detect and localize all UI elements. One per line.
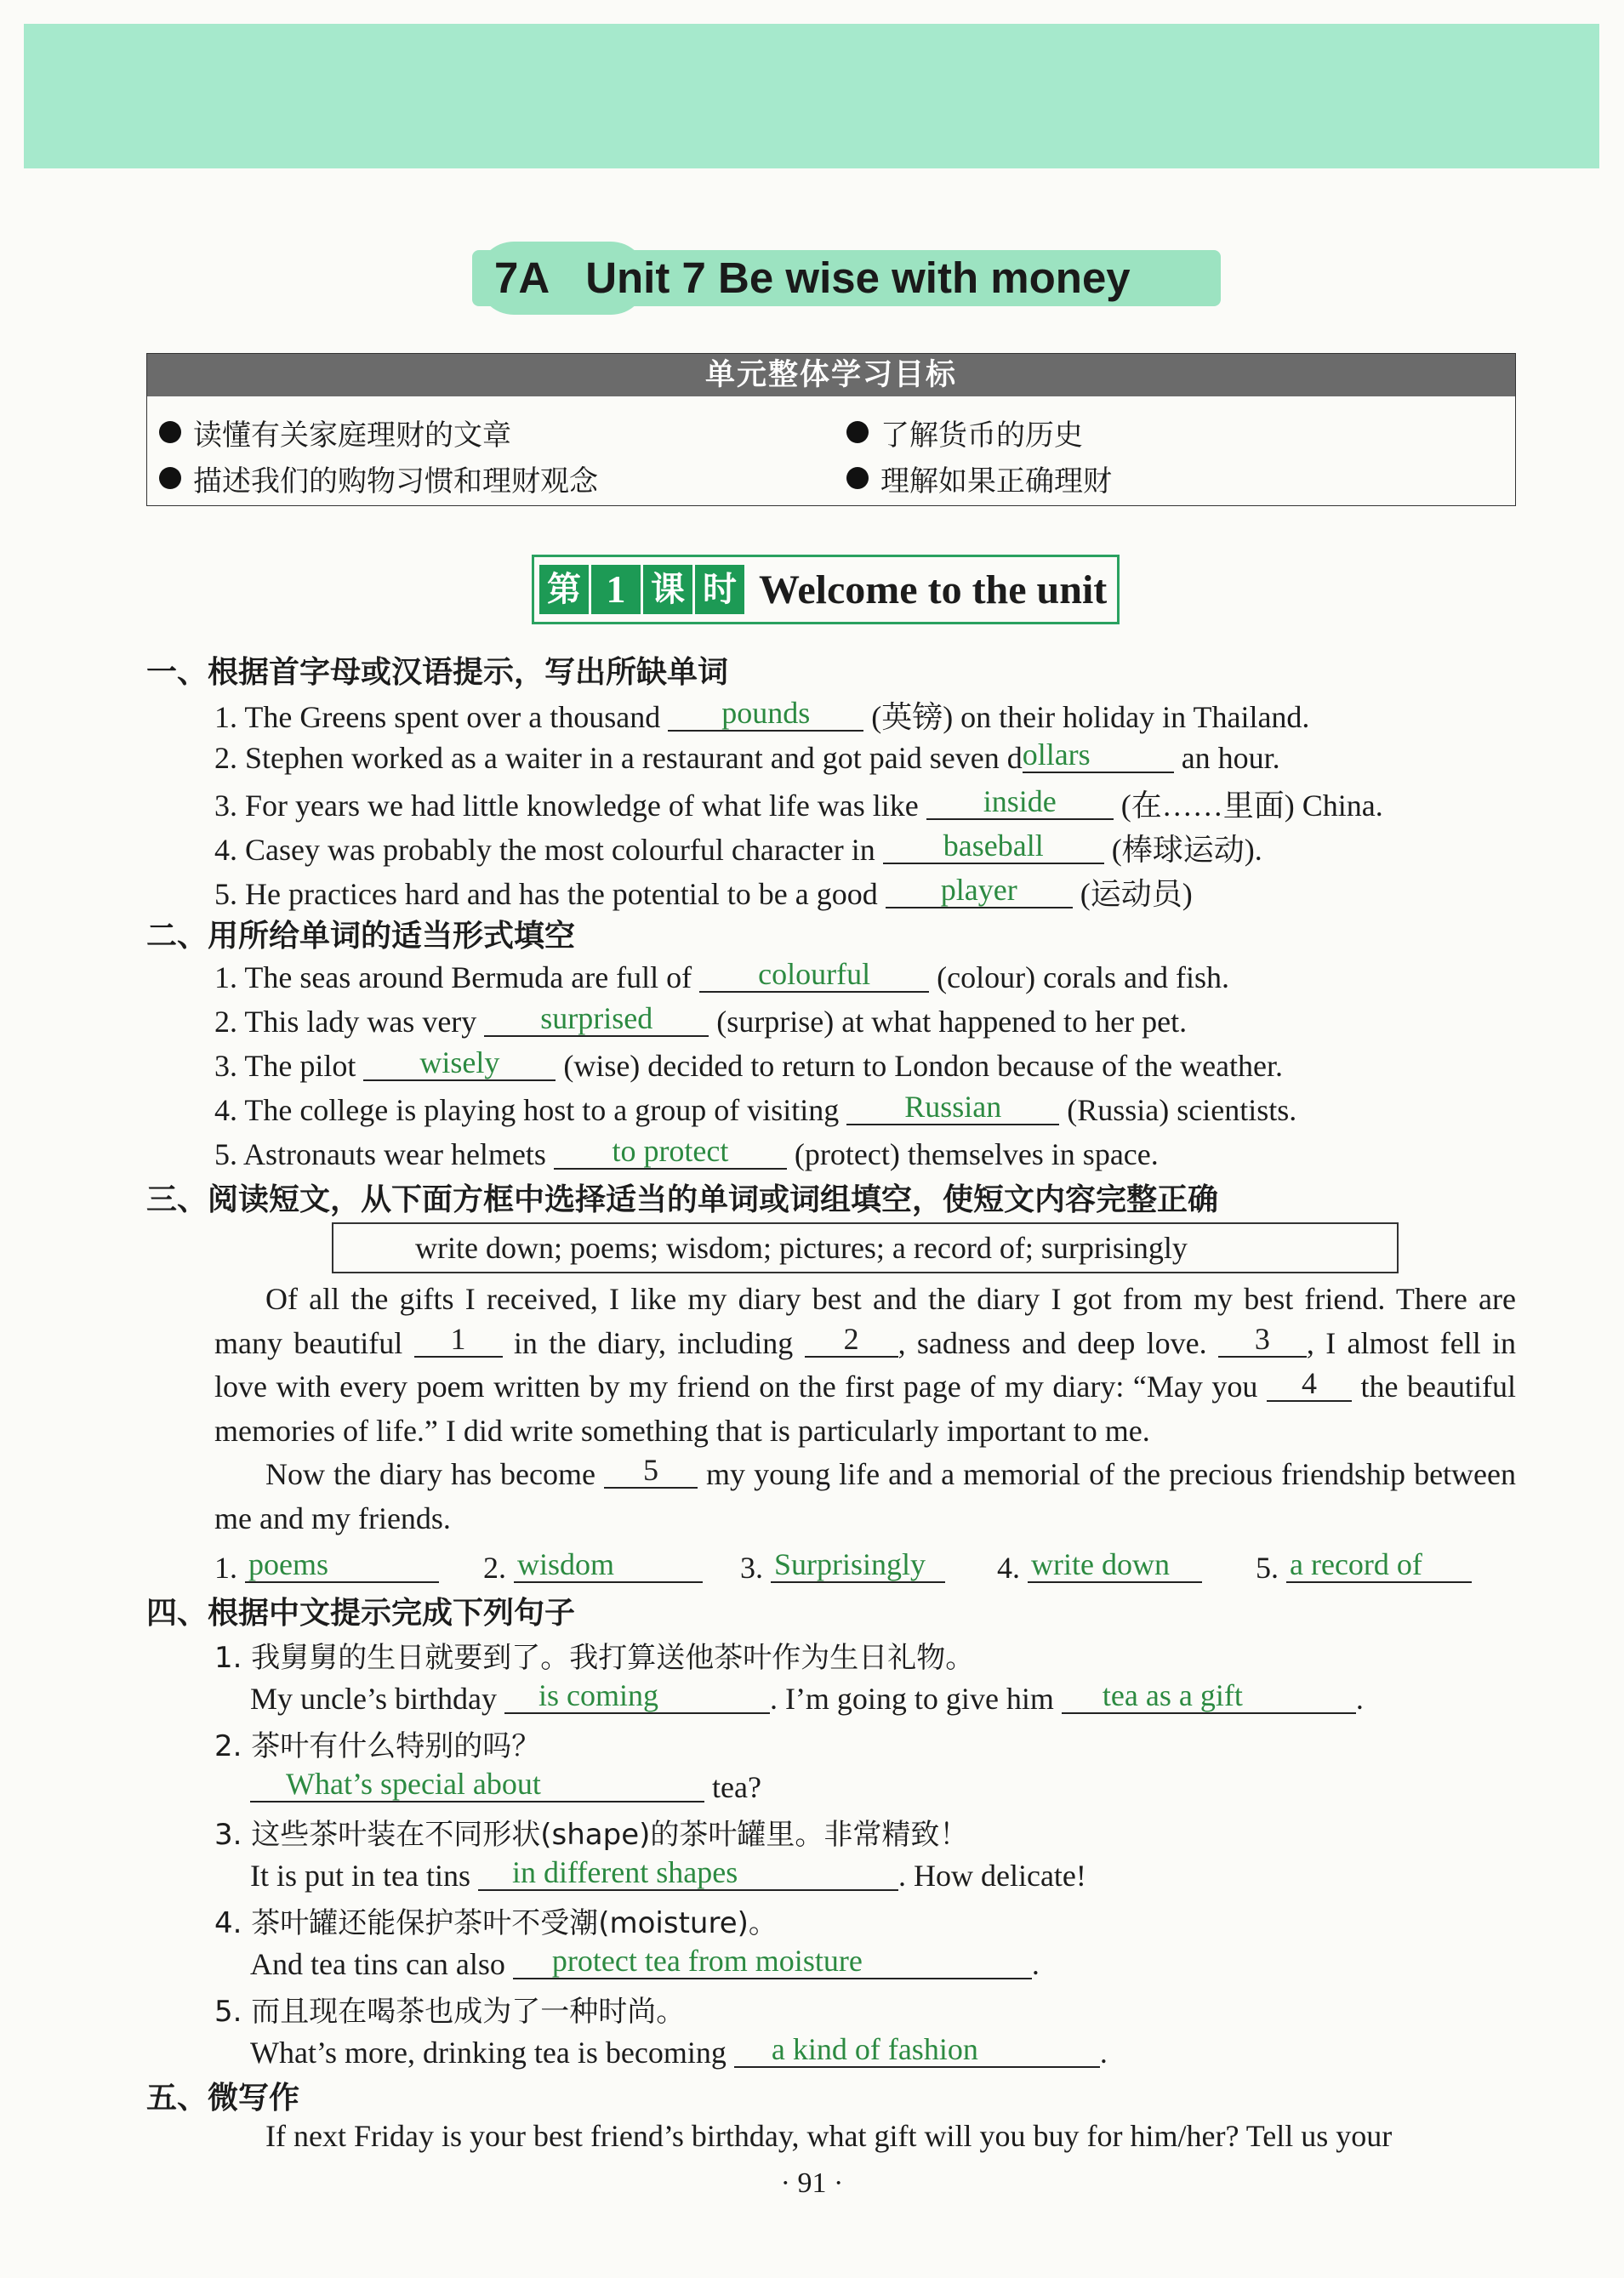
chinese-prompt: 4. 茶叶罐还能保护茶叶不受潮(moisture)。 [214,1906,778,1940]
answer-blank: is coming [504,1678,770,1714]
passage-blank: 5 [604,1454,698,1489]
bullet-icon [159,421,181,443]
exercise-line: 3. For years we had little knowledge of what life was like inside (在……里面) China. [214,784,1383,823]
answer-item: 2. wisdom [483,1547,703,1586]
answer-blank: pounds [668,697,863,732]
translation-line: And tea tins can also protect tea from moisture . [250,1943,1040,1982]
passage-blank: 2 [805,1322,898,1358]
lesson-title: Welcome to the unit [759,567,1108,612]
translation-line: My uncle’s birthday is coming . I’m going to give him tea as a gift . [250,1677,1364,1717]
goals-heading: 单元整体学习目标 [147,354,1515,396]
answer-blank: baseball [883,829,1104,865]
exercise-line: 4. Casey was probably the most colourful character in baseball (棒球运动). [214,829,1262,867]
section-heading-1: 一、根据首字母或汉语提示，写出所缺单词 [146,655,729,690]
chinese-prompt: 2. 茶叶有什么特别的吗？ [214,1729,541,1763]
exercise-line: 1. The seas around Bermuda are full of colourful (colour) corals and fish. [214,956,1230,995]
answer-blank: inside [926,785,1114,821]
answer-blank: What’s special about [250,1767,704,1802]
passage-blank: 3 [1218,1322,1307,1358]
bullet-icon [159,467,181,489]
word-bank: write down; poems; wisdom; pictures; a record of; surprisingly [415,1231,1188,1265]
exercise-line: 1. The Greens spent over a thousand pounds (英镑) on their holiday in Thailand. [214,696,1310,734]
answer-blank: Russian [846,1090,1059,1125]
answer-blank: player [886,874,1073,909]
unit-title-banner [472,238,1221,319]
translation-line: What’s special about tea? [250,1767,761,1805]
exercise-line: 4. The college is playing host to a group of visiting Russian (Russia) scientists. [214,1089,1297,1128]
chinese-prompt: 5. 而且现在喝茶也成为了一种时尚。 [214,1995,686,2029]
lesson-badge [532,555,1120,624]
unit-title [494,250,1131,306]
translation-line: What’s more, drinking tea is becoming a kind of fashion . [250,2031,1108,2070]
goal-item: 描述我们的购物习惯和理财观念 [159,458,598,499]
lesson-char: 第 [539,565,589,614]
answer-blank: to protect [554,1134,787,1170]
section-heading-2: 二、用所给单词的适当形式填空 [146,919,576,954]
answer-blank: surprised [484,1001,709,1037]
page-number: · 91 · [780,2167,844,2199]
answer-item: 3. Surprisingly [740,1547,945,1586]
chinese-prompt: 3. 这些茶叶装在不同形状(shape)的茶叶罐里。非常精致！ [214,1818,969,1852]
goal-item: 理解如果正确理财 [846,458,1112,499]
lesson-char: 时 [695,565,744,614]
learning-goals-box [146,353,1516,506]
answer-blank: in different shapes [478,1855,898,1891]
lesson-number: 1 [591,565,641,614]
unit-code: 7A [494,253,550,302]
answer-blank: wisely [363,1045,556,1081]
word-bank-box [332,1222,1399,1273]
reading-paragraph-2: Now the diary has become 5 my young life and a memorial of the precious friendship between me and my friends. [214,1453,1517,1535]
answer-blank: a kind of fashion [734,2032,1100,2068]
translation-line: It is put in tea tins in different shapes . How delicate! [250,1854,1086,1894]
answer-item: 1. poems [214,1547,439,1586]
chinese-prompt: 1. 我舅舅的生日就要到了。我打算送他茶叶作为生日礼物。 [214,1641,975,1675]
bullet-icon [846,421,869,443]
exercise-line: 5. Astronauts wear helmets to protect (protect) themselves in space. [214,1133,1159,1172]
answer-blank: ollars [1023,738,1174,773]
passage-blank: 4 [1267,1366,1352,1402]
goal-item: 了解货币的历史 [846,412,1083,453]
writing-prompt: If next Friday is your best friend’s birthday, what gift will you buy for him/her? Tell us your [265,2119,1393,2153]
answer-blank: colourful [699,957,929,993]
answer-blank: tea as a gift [1062,1678,1356,1714]
unit-name: Unit 7 Be wise with money [585,253,1131,302]
section-heading-5: 五、微写作 [146,2081,300,2116]
goal-item: 读懂有关家庭理财的文章 [159,412,511,453]
header-band [24,24,1599,168]
bullet-icon [846,467,869,489]
answer-item: 5. a record of [1256,1547,1472,1586]
reading-paragraph-1: Of all the gifts I received, I like my diary best and the diary I got from my best friend. There are many beautiful 1 in the diary, including 2 , sadness and deep love. 3 , I almost fell in love with every poem written by my friend on the first page of my diary: “May you 4 the beautiful memories of life.” I did write something that is particularly important to me. [214,1282,1517,1448]
exercise-line: 5. He practices hard and has the potential to be a good player (运动员) [214,873,1193,911]
section-heading-3: 三、阅读短文，从下面方框中选择适当的单词或词组填空，使短文内容完整正确 [146,1182,1219,1217]
answer-item: 4. write down [997,1547,1202,1586]
answer-blank: protect tea from moisture [513,1944,1032,1979]
passage-blank: 1 [414,1322,503,1358]
exercise-line: 2. This lady was very surprised (surprise) at what happened to her pet. [214,1000,1188,1039]
lesson-char: 课 [643,565,692,614]
exercise-line: 3. The pilot wisely (wise) decided to return to London because of the weather. [214,1045,1284,1084]
section-heading-4: 四、根据中文提示完成下列句子 [146,1596,576,1631]
exercise-line: 2. Stephen worked as a waiter in a restaurant and got paid seven d ollars an hour. [214,737,1280,776]
